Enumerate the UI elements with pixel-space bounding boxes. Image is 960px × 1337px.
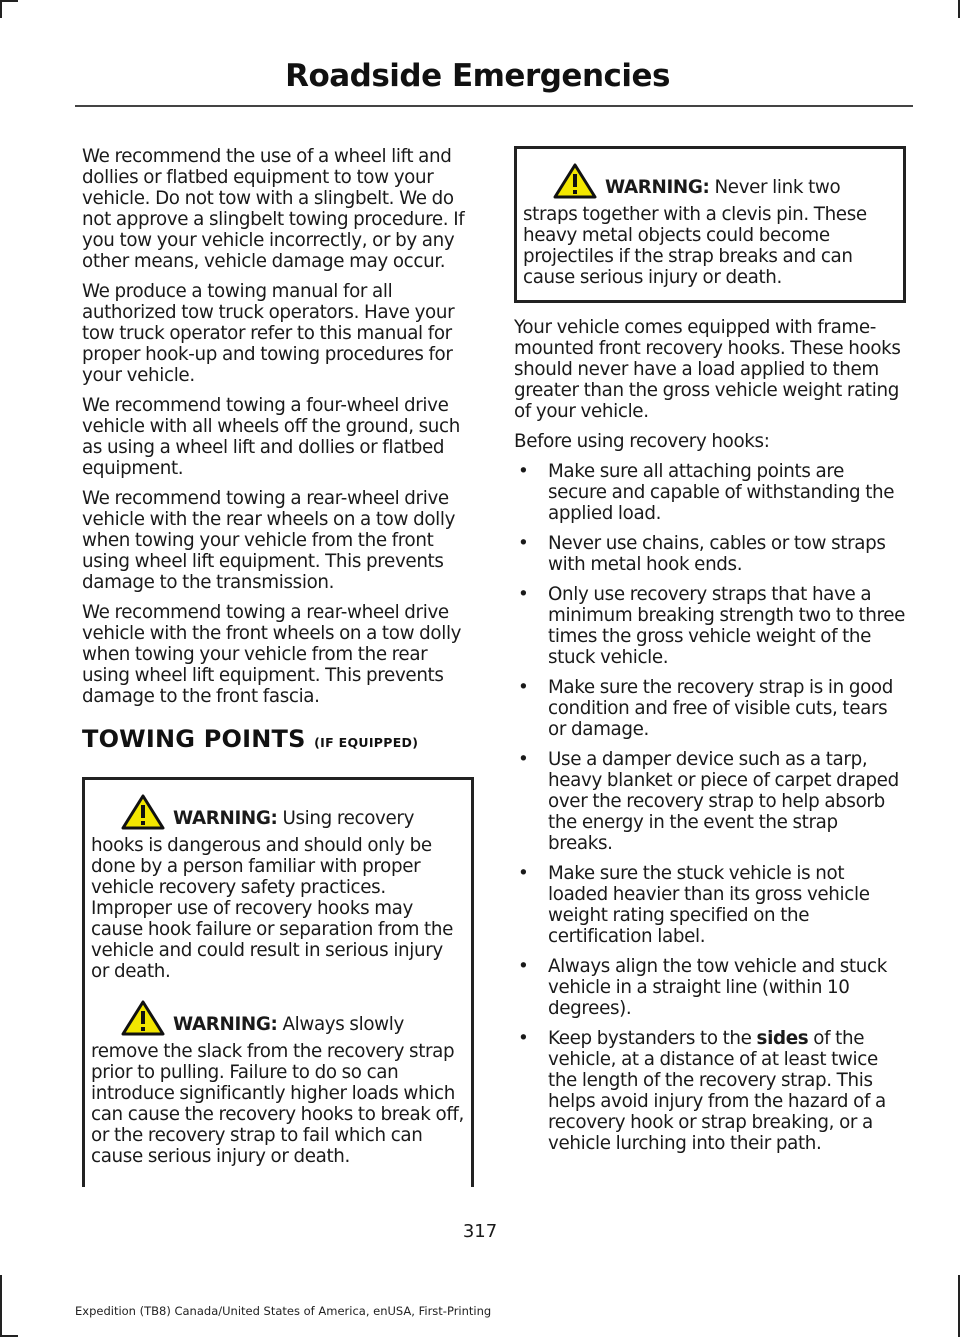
warning-item [91, 794, 465, 982]
list-item-emphasis: sides [756, 1028, 809, 1049]
paragraph: Your vehicle comes equipped with frame-mounted front recovery hooks. These hooks should never have a load applied to them greater than the gross vehicle weight rating of your vehicle. [514, 317, 901, 422]
list-intro: Before using recovery hooks: [514, 431, 770, 452]
paragraph: We produce a towing manual for all authorized tow truck operators. Have your tow truck operator refer to this manual for proper hook-up and towing procedures for your vehicle. [82, 281, 455, 386]
bullet-list [514, 461, 906, 1154]
paragraph: We recommend towing a four-wheel drive vehicle with all wheels off the ground, such as using a wheel lift and dollies or flatbed equipment. [82, 395, 460, 479]
list-item [514, 1028, 906, 1154]
crop-mark [0, 0, 2, 18]
warning-triangle-icon [121, 794, 165, 835]
page-header-title: Roadside Emergencies [285, 58, 670, 94]
list-item-text-after: of the vehicle, at a distance of at least twice the length of the recovery strap. This helps avoid injury from the hazard of a recovery hook or strap breaking, or a vehicle lurching into their path. [548, 1028, 886, 1154]
list-item-text-before: Keep bystanders to the [548, 1028, 757, 1049]
list-item-text: Always align the tow vehicle and stuck vehicle in a straight line (within 10 degrees). [548, 956, 887, 1019]
list-item-text: Make sure the stuck vehicle is not loaded heavier than its gross vehicle weight rating specified on the certification label. [548, 863, 870, 947]
bullet: • [518, 1028, 529, 1049]
bullet: • [518, 533, 529, 554]
warning-item [91, 1000, 465, 1167]
warning-box [82, 777, 474, 1187]
list-item [514, 461, 906, 524]
crop-mark [0, 1275, 2, 1337]
left-column [82, 146, 474, 1201]
bullet: • [518, 956, 529, 977]
bullet: • [518, 461, 529, 482]
footer-text: Expedition (TB8) Canada/United States of America, enUSA, First-Printing [75, 1304, 492, 1318]
list-item [514, 677, 906, 740]
warning-paragraph [91, 794, 465, 982]
list-item [514, 863, 906, 947]
warning-text: Using recovery hooks is dangerous and should only be done by a person familiar with proper vehicle recovery safety practices. Improper use of recovery hooks may cause hook failure or separation from the vehicle and could result in serious injury or death. [91, 808, 453, 982]
list-item [514, 956, 906, 1019]
warning-item [523, 163, 897, 288]
paragraph: We recommend towing a rear-wheel drive vehicle with the front wheels on a tow dolly when towing your vehicle from the rear using wheel lift equipment. This prevents damage to the front fascia. [82, 602, 462, 707]
page-number: 317 [462, 1221, 498, 1242]
warning-triangle-icon [121, 1000, 165, 1041]
warning-label: WARNING: [173, 808, 278, 829]
section-heading-suffix: (IF EQUIPPED) [314, 735, 419, 750]
list-item-text: Make sure all attaching points are secure and capable of withstanding the applied load. [548, 461, 895, 524]
list-item-text: Use a damper device such as a tarp, heavy blanket or piece of carpet draped over the recovery strap to help absorb the energy in the event the strap breaks. [548, 749, 899, 854]
warning-paragraph [523, 163, 897, 288]
list-item [514, 749, 906, 854]
warning-label: WARNING: [605, 177, 710, 198]
warning-text: Always slowly remove the slack from the recovery strap prior to pulling. Failure to do so can introduce significantly higher loads which can cause the recovery hooks to break off, or the recovery strap to fail which can cause serious injury or death. [91, 1014, 464, 1167]
warning-text: Never link two straps together with a clevis pin. These heavy metal objects could become projectiles if the strap breaks and can cause serious injury or death. [523, 177, 867, 288]
paragraph: We recommend the use of a wheel lift and dollies or flatbed equipment to tow your vehicle. Do not tow with a slingbelt. We do not approve a slingbelt towing procedure. If you tow your vehicle incorrectly, or by any other means, vehicle damage may occur. [82, 146, 465, 272]
list-item [514, 533, 906, 575]
header-rule [75, 105, 913, 107]
warning-box [514, 146, 906, 303]
list-item-text: Make sure the recovery strap is in good condition and free of visible cuts, tears or damage. [548, 677, 894, 740]
bullet: • [518, 749, 529, 770]
bullet: • [518, 677, 529, 698]
section-heading-text: TOWING POINTS [82, 725, 306, 753]
bullet: • [518, 584, 529, 605]
warning-label: WARNING: [173, 1014, 278, 1035]
warning-paragraph [91, 1000, 465, 1167]
paragraph: We recommend towing a rear-wheel drive vehicle with the rear wheels on a tow dolly when towing your vehicle from the front using wheel lift equipment. This prevents damage to the transmission. [82, 488, 456, 593]
warning-triangle-icon [553, 163, 597, 204]
crop-mark [0, 0, 18, 2]
right-column [514, 146, 906, 1163]
bullet: • [518, 863, 529, 884]
list-item-text: Only use recovery straps that have a minimum breaking strength two to three times the gross vehicle weight of the stuck vehicle. [548, 584, 906, 668]
list-item [514, 584, 906, 668]
list-item-text: Never use chains, cables or tow straps with metal hook ends. [548, 533, 886, 575]
section-heading [82, 725, 474, 753]
